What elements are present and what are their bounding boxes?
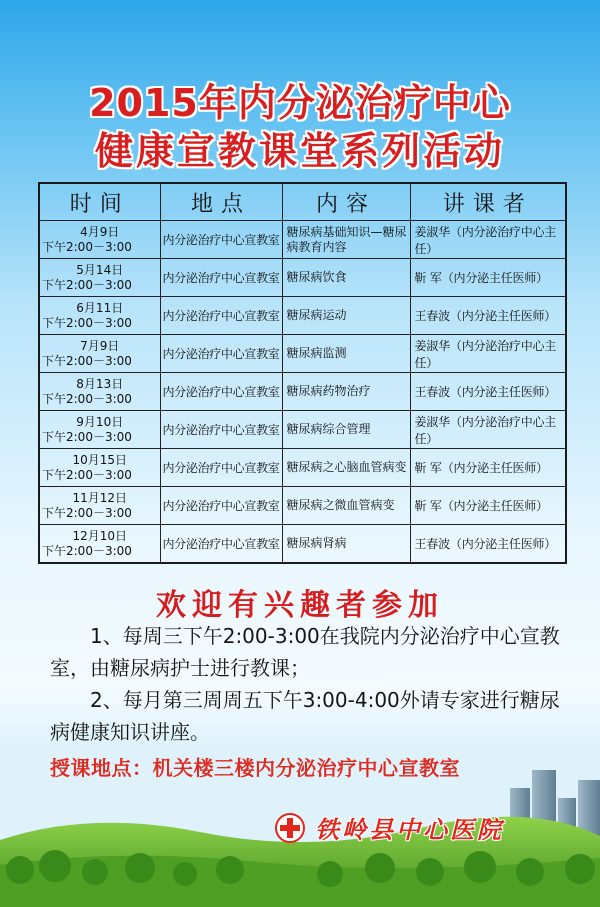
cell-content: 糖尿病之微血管病变 [282, 487, 410, 525]
cell-lecturer: 王春波（内分泌主任医师） [410, 297, 566, 335]
poster-title-line1: 2015年内分泌治疗中心 [89, 81, 511, 125]
cell-date: 9月10日 [76, 414, 124, 429]
cell-hours: 下午2:00－3:00 [42, 467, 132, 482]
poster-title-line2: 健康宣教课堂系列活动 [94, 129, 505, 173]
table-row [39, 373, 566, 411]
cell-time [39, 373, 160, 411]
cell-content: 糖尿病饮食 [282, 259, 410, 297]
notice-paragraph-2 [50, 684, 570, 748]
cell-time [39, 297, 160, 335]
header-lecturer: 讲课者 [410, 183, 566, 221]
hospital-signature [275, 810, 504, 845]
cell-hours: 下午2:00－3:00 [42, 315, 132, 330]
cell-hours: 下午2:00－3:00 [42, 505, 132, 520]
cell-content: 糖尿病肾病 [282, 525, 410, 564]
cell-place: 内分泌治疗中心宣教室 [160, 525, 282, 564]
cell-place: 内分泌治疗中心宣教室 [160, 449, 282, 487]
lecture-location: 授课地点：机关楼三楼内分泌治疗中心宣教室 [50, 756, 460, 780]
notice-text-2: 2、每月第三周周五下午3:00-4:00外请专家进行糖尿病健康知识讲座。 [50, 688, 560, 744]
notice-text-1: 1、每周三下午2:00-3:00在我院内分泌治疗中心宣教室，由糖尿病护士进行教课； [50, 624, 560, 680]
table-row [39, 411, 566, 449]
cell-place: 内分泌治疗中心宣教室 [160, 221, 282, 259]
cell-lecturer: 王春波（内分泌主任医师） [410, 373, 566, 411]
cell-hours: 下午2:00－3:00 [42, 353, 132, 368]
cell-lecturer: 姜淑华（内分泌治疗中心主任） [410, 335, 566, 373]
cell-content: 糖尿病运动 [282, 297, 410, 335]
cell-date: 6月11日 [76, 300, 124, 315]
welcome-banner: 欢迎有兴趣者参加 [156, 588, 444, 623]
cell-content: 糖尿病药物治疗 [282, 373, 410, 411]
cell-hours: 下午2:00－3:00 [42, 543, 132, 558]
cell-hours: 下午2:00－3:00 [42, 429, 132, 444]
cell-lecturer: 王春波（内分泌主任医师） [410, 525, 566, 564]
cell-date: 10月15日 [72, 452, 128, 467]
cell-hours: 下午2:00－3:00 [42, 277, 132, 292]
header-content: 内容 [282, 183, 410, 221]
cell-lecturer: 姜淑华（内分泌治疗中心主任） [410, 411, 566, 449]
cell-place: 内分泌治疗中心宣教室 [160, 373, 282, 411]
cell-content: 糖尿病综合管理 [282, 411, 410, 449]
cell-lecturer: 靳 军（内分泌主任医师） [410, 487, 566, 525]
table-row [39, 221, 566, 259]
cell-time [39, 449, 160, 487]
cell-date: 12月10日 [72, 528, 128, 543]
table-row [39, 259, 566, 297]
hospital-name: 铁岭县中心医院 [315, 815, 504, 844]
medical-cross-icon [275, 813, 305, 843]
cell-place: 内分泌治疗中心宣教室 [160, 487, 282, 525]
cell-time [39, 259, 160, 297]
cell-time [39, 487, 160, 525]
cell-place: 内分泌治疗中心宣教室 [160, 335, 282, 373]
table-row [39, 487, 566, 525]
table-row [39, 335, 566, 373]
cell-date: 5月14日 [76, 262, 124, 277]
cell-time [39, 411, 160, 449]
cell-place: 内分泌治疗中心宣教室 [160, 411, 282, 449]
cell-date: 7月9日 [80, 338, 120, 353]
table-row [39, 297, 566, 335]
cell-lecturer: 姜淑华（内分泌治疗中心主任） [410, 221, 566, 259]
cell-place: 内分泌治疗中心宣教室 [160, 297, 282, 335]
cell-lecturer: 靳 军（内分泌主任医师） [410, 259, 566, 297]
cell-time [39, 221, 160, 259]
cell-date: 4月9日 [80, 224, 120, 239]
cell-place: 内分泌治疗中心宣教室 [160, 259, 282, 297]
schedule-table [38, 182, 567, 564]
cell-lecturer: 靳 军（内分泌主任医师） [410, 449, 566, 487]
cell-time [39, 525, 160, 564]
cell-hours: 下午2:00－3:00 [42, 391, 132, 406]
cell-hours: 下午2:00－3:00 [42, 239, 132, 254]
table-row [39, 449, 566, 487]
header-place: 地点 [160, 183, 282, 221]
cell-time [39, 335, 160, 373]
cell-date: 8月13日 [76, 376, 124, 391]
cell-content: 糖尿病基础知识—糖尿病教育内容 [282, 221, 410, 259]
notice-paragraph-1 [50, 620, 570, 684]
cell-content: 糖尿病监测 [282, 335, 410, 373]
cell-content: 糖尿病之心脑血管病变 [282, 449, 410, 487]
table-row [39, 525, 566, 564]
cell-date: 11月12日 [72, 490, 128, 505]
header-time: 时间 [39, 183, 160, 221]
table-header-row [39, 183, 566, 221]
